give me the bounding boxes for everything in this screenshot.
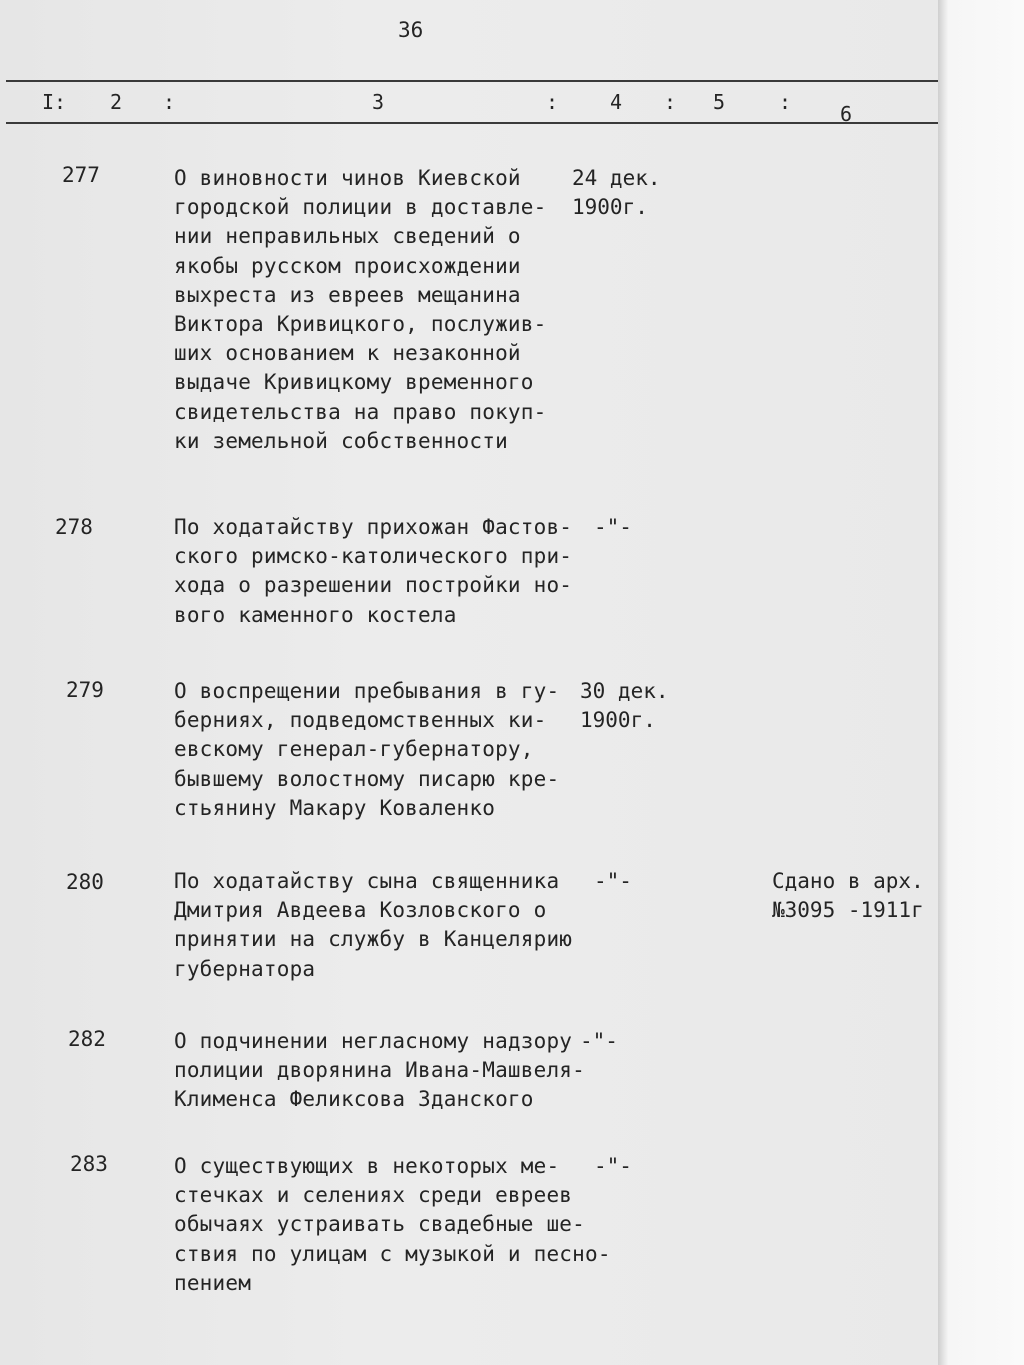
description-line: ствия по улицам с музыкой и песно- xyxy=(174,1241,611,1266)
entry-description xyxy=(174,677,574,823)
description-line: ших основанием к незаконной xyxy=(174,341,521,366)
entry-date xyxy=(580,1027,618,1056)
entry-description xyxy=(174,1027,585,1115)
column-header-4: 4 xyxy=(610,90,623,114)
entry-date xyxy=(572,164,661,222)
description-line: губернатора xyxy=(174,956,316,981)
date-line: -"- xyxy=(594,515,632,539)
description-line: пением xyxy=(174,1270,252,1295)
header-rule-top xyxy=(6,80,938,82)
column-header-2: 2 xyxy=(110,90,123,114)
description-line: городской полиции в доставле- xyxy=(174,195,547,220)
description-line: ки земельной собственности xyxy=(174,428,508,453)
description-line: стьянину Макару Коваленко xyxy=(174,795,496,820)
entry-date xyxy=(594,1152,632,1181)
date-line: 30 дек. xyxy=(580,679,669,703)
entry-number: 280 xyxy=(66,870,104,894)
archive-note xyxy=(772,867,924,925)
description-line: ского римско-католического при- xyxy=(174,544,573,569)
description-line: принятии на службу в Канцелярию xyxy=(174,927,573,952)
description-line: якобы русском происхождении xyxy=(174,253,521,278)
page-number: 36 xyxy=(398,18,424,42)
column-separator: : xyxy=(664,90,677,114)
note-line: №3095 -1911г xyxy=(772,898,924,923)
column-separator: : xyxy=(546,90,559,114)
entry-number: 279 xyxy=(66,678,104,702)
note-line: Сдано в арх. xyxy=(772,869,924,893)
entry-number: 278 xyxy=(55,515,93,539)
date-line: 1900г. xyxy=(580,708,656,733)
description-line: Дмитрия Авдеева Козловского о xyxy=(174,898,547,923)
description-line: О существующих в некоторых ме- xyxy=(174,1154,560,1178)
entry-description xyxy=(174,164,574,456)
description-line: По ходатайству сына священника xyxy=(174,869,560,893)
column-separator: : xyxy=(163,90,176,114)
column-header-6: 6 xyxy=(840,102,853,126)
date-line: -"- xyxy=(580,1029,618,1053)
description-line: выхреста из евреев мещанина xyxy=(174,282,521,307)
next-page-edge xyxy=(938,0,1024,1365)
description-line: обычаях устраивать свадебные ше- xyxy=(174,1212,585,1237)
entry-number: 277 xyxy=(62,163,100,187)
column-separator: : xyxy=(779,90,792,114)
description-line: Виктора Кривицкого, послужив- xyxy=(174,312,547,337)
entry-description xyxy=(174,867,574,984)
entry-date xyxy=(580,677,669,735)
description-line: нии неправильных сведений о xyxy=(174,224,521,249)
entry-date xyxy=(594,867,632,896)
column-header-1: I: xyxy=(42,90,67,114)
entry-date xyxy=(594,513,632,542)
date-line: 24 дек. xyxy=(572,166,661,190)
description-line: евскому генерал-губернатору, xyxy=(174,737,534,762)
description-line: свидетельства на право покуп- xyxy=(174,399,547,424)
column-header-5: 5 xyxy=(713,90,726,114)
column-header-3: 3 xyxy=(372,90,385,114)
date-line: -"- xyxy=(594,1154,632,1178)
description-line: выдаче Кривицкому временного xyxy=(174,370,534,395)
description-line: вого каменного костела xyxy=(174,602,457,627)
entry-description xyxy=(174,1152,611,1298)
description-line: О виновности чинов Киевской xyxy=(174,166,521,190)
entry-number: 282 xyxy=(68,1027,106,1051)
description-line: стечках и селениях среди евреев xyxy=(174,1183,573,1208)
description-line: бывшему волостному писарю кре- xyxy=(174,766,560,791)
description-line: По ходатайству прихожан Фастов- xyxy=(174,515,573,539)
description-line: О воспрещении пребывания в гу- xyxy=(174,679,560,703)
date-line: -"- xyxy=(594,869,632,893)
description-line: хода о разрешении постройки но- xyxy=(174,573,573,598)
entry-number: 283 xyxy=(70,1152,108,1176)
header-rule-bottom xyxy=(6,122,938,124)
description-line: О подчинении негласному надзору xyxy=(174,1029,573,1053)
description-line: полиции дворянина Ивана-Машвеля- xyxy=(174,1058,585,1083)
description-line: Клименса Феликсова Зданского xyxy=(174,1087,534,1112)
date-line: 1900г. xyxy=(572,195,648,220)
description-line: берниях, подведомственных ки- xyxy=(174,708,547,733)
entry-description xyxy=(174,513,574,630)
